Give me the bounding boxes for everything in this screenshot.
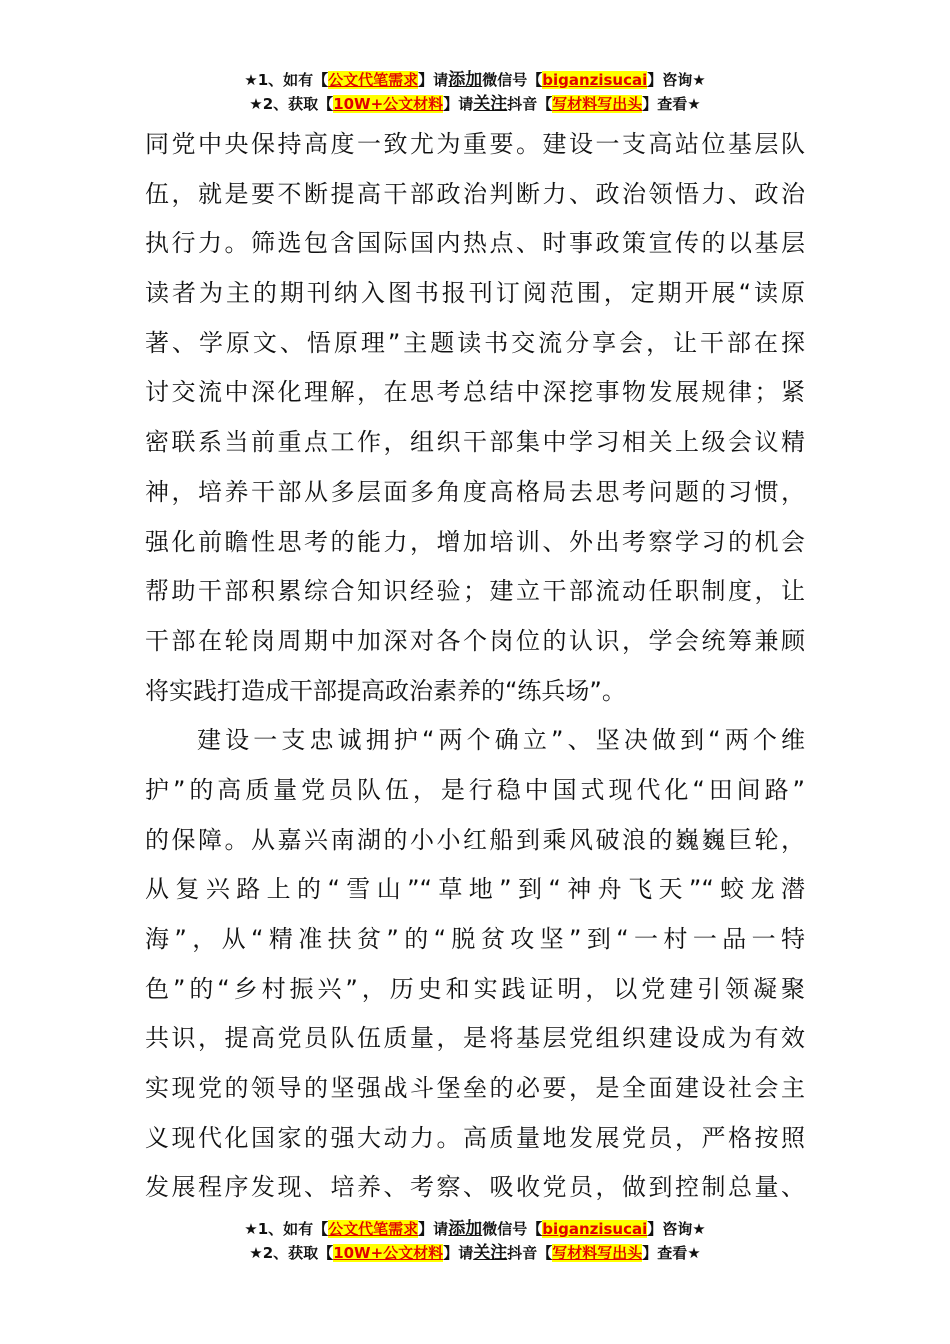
paragraph-line: 强化前瞻性思考的能力，增加培训、外出考察学习的机会 — [145, 527, 805, 556]
paragraph-line: 共识，提高党员队伍质量，是将基层党组织建设成为有效 — [145, 1024, 805, 1053]
paragraph-line: 讨交流中深化理解，在思考总结中深挖事物发展规律；紧 — [145, 378, 805, 407]
highlighted-text: 公文代笔需求 — [328, 1220, 419, 1238]
promo-text: 】咨询★ — [647, 71, 706, 89]
highlighted-text: 写材料写出头 — [552, 1244, 643, 1262]
promo-text: 】咨询★ — [647, 1220, 706, 1238]
promo-text: 微信号【 — [482, 71, 543, 89]
paragraph-line: 的保障。从嘉兴南湖的小小红船到乘风破浪的巍巍巨轮， — [145, 825, 805, 854]
paragraph-line: 帮助干部积累综合知识经验；建立干部流动任职制度，让 — [145, 577, 805, 606]
paragraph-line: 发展程序发现、培养、考察、吸收党员，做到控制总量、 — [145, 1173, 805, 1202]
paragraph-line: 干部在轮岗周期中加深对各个岗位的认识，学会统筹兼顾 — [145, 626, 805, 655]
paragraph-line: 海”，从“精准扶贫”的“脱贫攻坚”到“一村一品一特 — [145, 925, 805, 953]
paragraph-line: 色”的“乡村振兴”，历史和实践证明，以党建引领凝聚 — [145, 974, 805, 1003]
highlighted-text: 10W+公文材料 — [333, 95, 444, 113]
promo-line-2 — [0, 92, 950, 116]
promo-line-2 — [0, 1241, 950, 1265]
promo-text: ★1、如有【 — [244, 71, 329, 89]
underlined-text: 关注 — [473, 1243, 508, 1263]
promo-text: 】请 — [418, 1220, 449, 1238]
promo-text: 】查看★ — [642, 95, 701, 113]
paragraph-line: 护”的高质量党员队伍，是行稳中国式现代化“田间路” — [145, 775, 805, 804]
paragraph-line: 伍，就是要不断提高干部政治判断力、政治领悟力、政治 — [145, 179, 805, 208]
paragraph-line: 实现党的领导的坚强战斗堡垒的必要，是全面建设社会主 — [145, 1074, 805, 1103]
promo-text: ★2、获取【 — [249, 1244, 334, 1262]
paragraph-line: 同党中央保持高度一致尤为重要。建设一支高站位基层队 — [145, 130, 805, 158]
promo-text: ★2、获取【 — [249, 95, 334, 113]
promo-text: 】请 — [443, 1244, 474, 1262]
promo-text: 抖音【 — [507, 1244, 553, 1262]
document-body — [145, 120, 805, 1213]
underlined-text: 关注 — [473, 94, 508, 114]
highlighted-text: 公文代笔需求 — [328, 71, 419, 89]
promo-line-1 — [0, 68, 950, 92]
underlined-text: 添加 — [448, 70, 483, 90]
promo-text: 】请 — [418, 71, 449, 89]
paragraph-line: 建设一支忠诚拥护“两个确立”、坚决做到“两个维 — [197, 726, 805, 755]
promo-text: 微信号【 — [482, 1220, 543, 1238]
paragraph-line: 义现代化国家的强大动力。高质量地发展党员，严格按照 — [145, 1123, 805, 1152]
header-promo-banner — [0, 68, 950, 116]
highlighted-text: biganzisucai — [542, 71, 648, 89]
paragraph-line: 读者为主的期刊纳入图书报刊订阅范围，定期开展“读原 — [145, 279, 805, 308]
underlined-text: 添加 — [448, 1219, 483, 1239]
highlighted-text: 写材料写出头 — [552, 95, 643, 113]
promo-text: 抖音【 — [507, 95, 553, 113]
footer-promo-banner — [0, 1217, 950, 1265]
highlighted-text: 10W+公文材料 — [333, 1244, 444, 1262]
paragraph-line: 从复兴路上的“雪山”“草地”到“神舟飞天”“蛟龙潜 — [145, 875, 805, 904]
promo-text: 】查看★ — [642, 1244, 701, 1262]
promo-text: ★1、如有【 — [244, 1220, 329, 1238]
promo-line-1 — [0, 1217, 950, 1241]
paragraph-line: 将实践打造成干部提高政治素养的“练兵场”。 — [145, 676, 626, 705]
paragraph-line: 神，培养干部从多层面多角度高格局去思考问题的习惯， — [145, 477, 805, 506]
highlighted-text: biganzisucai — [542, 1220, 648, 1238]
paragraph-line: 密联系当前重点工作，组织干部集中学习相关上级会议精 — [145, 428, 805, 457]
paragraph-line: 著、学原文、悟原理”主题读书交流分享会，让干部在探 — [145, 328, 805, 357]
promo-text: 】请 — [443, 95, 474, 113]
paragraph-line: 执行力。筛选包含国际国内热点、时事政策宣传的以基层 — [145, 229, 805, 258]
